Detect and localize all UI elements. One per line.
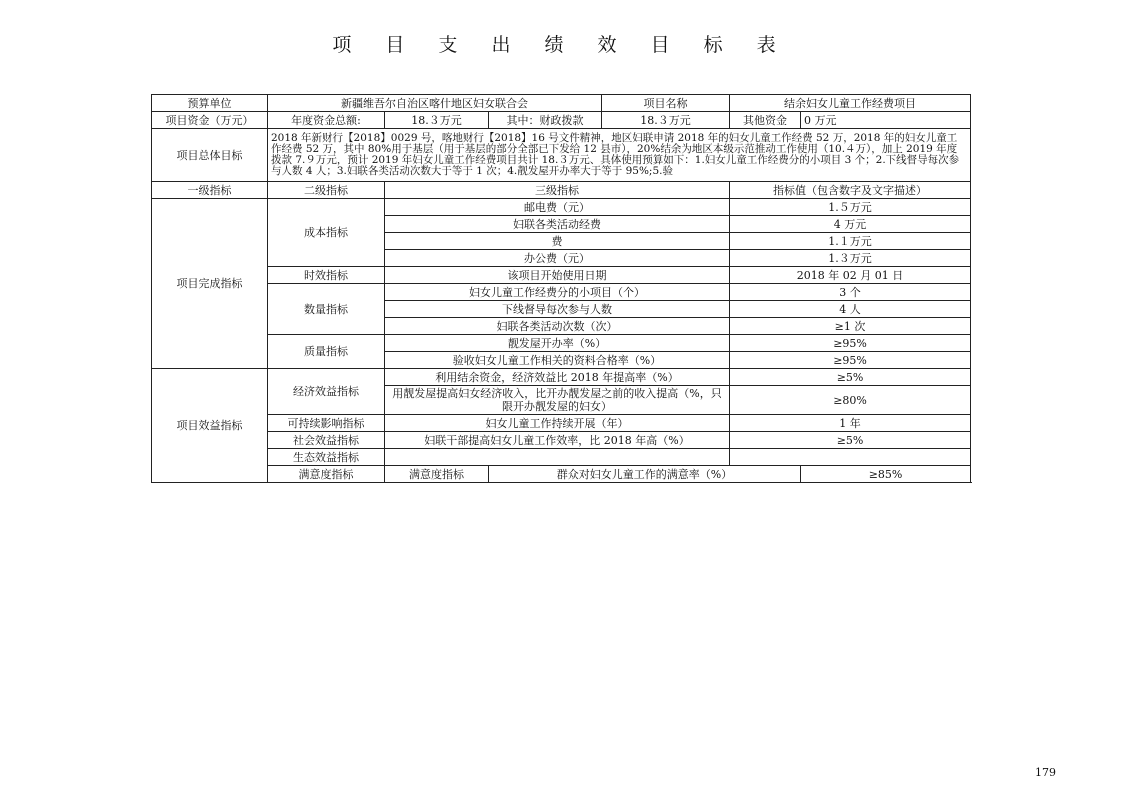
indicator-value: 4 人 (730, 301, 971, 318)
indicator-name: 验收妇女儿童工作相关的资料合格率（%） (385, 352, 730, 369)
social-label: 社会效益指标 (268, 432, 385, 449)
indicator-value: 4 万元 (730, 216, 971, 233)
page-title: 项 目 支 出 绩 效 目 标 表 (332, 34, 790, 56)
indicator-name: 妇女儿童工作经费分的小项目（个） (385, 284, 730, 301)
benefit-label: 项目效益指标 (152, 369, 268, 483)
funds-label: 项目资金（万元） (152, 112, 268, 129)
indicator-name: 靓发屋开办率（%） (385, 335, 730, 352)
indicator-value: 2018 年 02 月 01 日 (730, 267, 971, 284)
table-row (152, 335, 971, 352)
other-funds-value: 0 万元 (801, 112, 971, 129)
column-level1: 一级指标 (152, 182, 268, 199)
indicator-value: 1 年 (730, 415, 971, 432)
table-row (152, 432, 971, 449)
economic-label: 经济效益指标 (268, 369, 385, 415)
satisfaction-sub-label: 满意度指标 (385, 466, 489, 483)
performance-target-table (151, 94, 971, 483)
indicator-value: ≥95% (730, 352, 971, 369)
indicator-value: ≥5% (730, 369, 971, 386)
timeliness-label: 时效指标 (268, 267, 385, 284)
table-row (152, 112, 971, 129)
fiscal-value: 18.３万元 (602, 112, 730, 129)
indicator-value: ≥95% (730, 335, 971, 352)
budget-unit-label: 预算单位 (152, 95, 268, 112)
indicator-name: 邮电费（元） (385, 199, 730, 216)
indicator-value: 3 个 (730, 284, 971, 301)
column-level3: 三级指标 (385, 182, 730, 199)
column-value: 指标值（包含数字及文字描述） (730, 182, 971, 199)
quantity-label: 数量指标 (268, 284, 385, 335)
indicator-name: 下线督导每次参与人数 (385, 301, 730, 318)
indicator-value: ≥85% (801, 466, 971, 483)
indicator-value: 1.５万元 (730, 199, 971, 216)
page-number: 179 (1035, 766, 1056, 779)
indicator-name: 妇联各类活动经费 (385, 216, 730, 233)
indicator-name: 该项目开始使用日期 (385, 267, 730, 284)
table-row (152, 449, 971, 466)
quality-label: 质量指标 (268, 335, 385, 369)
cost-label: 成本指标 (268, 199, 385, 267)
table-row (152, 182, 971, 199)
table-row (152, 95, 971, 112)
annual-total-label: 年度资金总额: (268, 112, 385, 129)
table-row (152, 369, 971, 386)
indicator-value: ≥80% (730, 386, 971, 415)
summary-label: 项目总体目标 (152, 129, 268, 182)
ecological-label: 生态效益指标 (268, 449, 385, 466)
sustainable-label: 可持续影响指标 (268, 415, 385, 432)
table-row (152, 415, 971, 432)
indicator-name: 办公费（元） (385, 250, 730, 267)
column-level2: 二级指标 (268, 182, 385, 199)
satisfaction-label: 满意度指标 (268, 466, 385, 483)
table-row (152, 466, 971, 483)
indicator-name: 利用结余资金，经济效益比 2018 年提高率（%） (385, 369, 730, 386)
indicator-value: ≥5% (730, 432, 971, 449)
indicator-value (730, 449, 971, 466)
indicator-name: 群众对妇女儿童工作的满意率（%） (489, 466, 801, 483)
indicator-value: ≥1 次 (730, 318, 971, 335)
table-row (152, 199, 971, 216)
fiscal-label: 其中：财政拨款 (489, 112, 602, 129)
other-funds-label: 其他资金 (730, 112, 801, 129)
indicator-value: 1.３万元 (730, 250, 971, 267)
summary-text: 2018 年新财行【2018】0029 号，喀地财行【2018】16 号文件精神，地区妇联申请 2018 年的妇女儿童工作经费 52 万，2018 年的妇女儿童工作经费 52 万，其中 80%用于基层（用于基层的部分全部已下发给 12 县市），20%结余为地区本级示范推动工作使用（10.４万），加上 2019 年度拨款 7.９万元，预计 2019 年妇女儿童工作经费项目共计 18.３万元、具体使用预算如下：1.妇女儿童工作经费分的小项目 3 个；2.下线督导每次参与人数 4 人；3.妇联各类活动次数大于等于 1 次；4.靓发屋开办率大于等于 95%;5.验 (268, 129, 971, 182)
indicator-name (385, 449, 730, 466)
project-name-value: 结余妇女儿童工作经费项目 (730, 95, 971, 112)
table-row (152, 267, 971, 284)
budget-unit-value: 新疆维吾尔自治区喀什地区妇女联合会 (268, 95, 602, 112)
indicator-name: 妇女儿童工作持续开展（年） (385, 415, 730, 432)
completion-label: 项目完成指标 (152, 199, 268, 369)
indicator-name: 妇联各类活动次数（次） (385, 318, 730, 335)
indicator-name: 用靓发屋提高妇女经济收入，比开办靓发屋之前的收入提高（%，只限开办靓发屋的妇女） (385, 386, 730, 415)
indicator-name: 妇联干部提高妇女儿童工作效率，比 2018 年高（%） (385, 432, 730, 449)
project-name-label: 项目名称 (602, 95, 730, 112)
annual-total-value: 18.３万元 (385, 112, 489, 129)
indicator-value: 1.１万元 (730, 233, 971, 250)
table-row (152, 284, 971, 301)
table-row (152, 129, 971, 182)
indicator-name: 费 (385, 233, 730, 250)
